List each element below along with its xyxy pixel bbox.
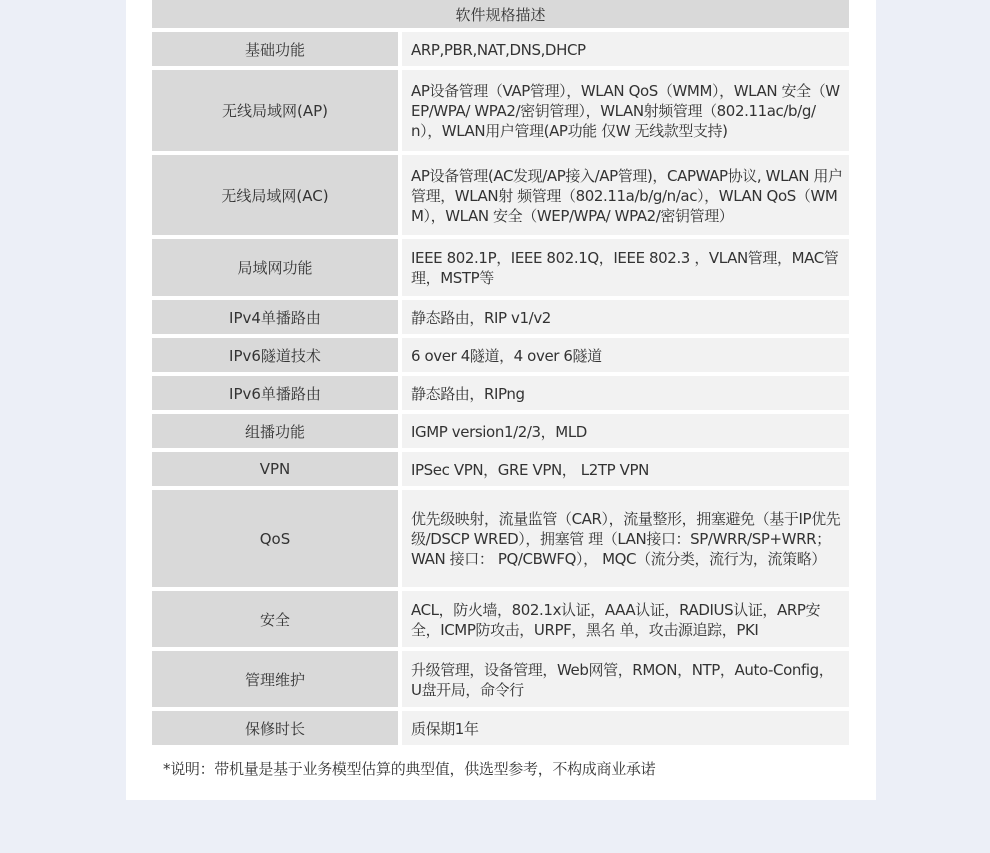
table-row bbox=[152, 239, 849, 296]
table-header: 软件规格描述 bbox=[152, 0, 849, 28]
row-label: VPN bbox=[152, 452, 398, 486]
row-label: IPv4单播路由 bbox=[152, 300, 398, 334]
row-value: 升级管理，设备管理，Web网管，RMON，NTP，Auto-Config，U盘开局，命令行 bbox=[402, 651, 849, 707]
row-value: 静态路由，RIPng bbox=[402, 376, 849, 410]
row-label: 无线局域网(AP) bbox=[152, 70, 398, 151]
row-label: 管理维护 bbox=[152, 651, 398, 707]
row-value: IGMP version1/2/3，MLD bbox=[402, 414, 849, 448]
row-label: 保修时长 bbox=[152, 711, 398, 745]
table-row bbox=[152, 32, 849, 66]
row-value: ACL，防火墙，802.1x认证，AAA认证，RADIUS认证，ARP安全，ICMP防攻击，URPF，黑名 单，攻击源追踪，PKI bbox=[402, 591, 849, 647]
table-row bbox=[152, 651, 849, 707]
table-row bbox=[152, 376, 849, 410]
spec-table bbox=[152, 0, 849, 749]
table-row bbox=[152, 300, 849, 334]
row-label: 安全 bbox=[152, 591, 398, 647]
row-label: 基础功能 bbox=[152, 32, 398, 66]
row-label: IPv6隧道技术 bbox=[152, 338, 398, 372]
row-value: AP设备管理(AC发现/AP接入/AP管理)，CAPWAP协议, WLAN 用户管理，WLAN射 频管理（802.11a/b/g/n/ac），WLAN QoS（WMM），WLAN 安全（WEP/WPA/ WPA2/密钥管理） bbox=[402, 155, 849, 235]
row-label: 局域网功能 bbox=[152, 239, 398, 296]
table-row bbox=[152, 452, 849, 486]
row-value: AP设备管理（VAP管理），WLAN QoS（WMM），WLAN 安全（WEP/WPA/ WPA2/密钥管理），WLAN射频管理（802.11ac/b/g/n），WLAN用户管理(AP功能 仅W 无线款型支持) bbox=[402, 70, 849, 151]
table-row bbox=[152, 338, 849, 372]
table-row bbox=[152, 490, 849, 587]
table-row bbox=[152, 414, 849, 448]
table-row bbox=[152, 70, 849, 151]
table-row bbox=[152, 591, 849, 647]
table-row bbox=[152, 711, 849, 745]
table-row bbox=[152, 155, 849, 235]
row-value: ARP,PBR,NAT,DNS,DHCP bbox=[402, 32, 849, 66]
row-value: IPSec VPN，GRE VPN， L2TP VPN bbox=[402, 452, 849, 486]
row-label: IPv6单播路由 bbox=[152, 376, 398, 410]
row-value: 优先级映射，流量监管（CAR），流量整形，拥塞避免（基于IP优先级/DSCP WRED），拥塞管 理（LAN接口：SP/WRR/SP+WRR；WAN 接口： PQ/CBWFQ）， MQC（流分类，流行为，流策略） bbox=[402, 490, 849, 587]
row-value: 质保期1年 bbox=[402, 711, 849, 745]
spec-panel bbox=[126, 0, 876, 800]
row-value: IEEE 802.1P，IEEE 802.1Q，IEEE 802.3 ，VLAN管理，MAC管理，MSTP等 bbox=[402, 239, 849, 296]
footnote: *说明：带机量是基于业务模型估算的典型值，供选型参考，不构成商业承诺 bbox=[163, 760, 656, 778]
row-value: 静态路由，RIP v1/v2 bbox=[402, 300, 849, 334]
row-label: QoS bbox=[152, 490, 398, 587]
row-label: 组播功能 bbox=[152, 414, 398, 448]
row-value: 6 over 4隧道，4 over 6隧道 bbox=[402, 338, 849, 372]
row-label: 无线局域网(AC) bbox=[152, 155, 398, 235]
